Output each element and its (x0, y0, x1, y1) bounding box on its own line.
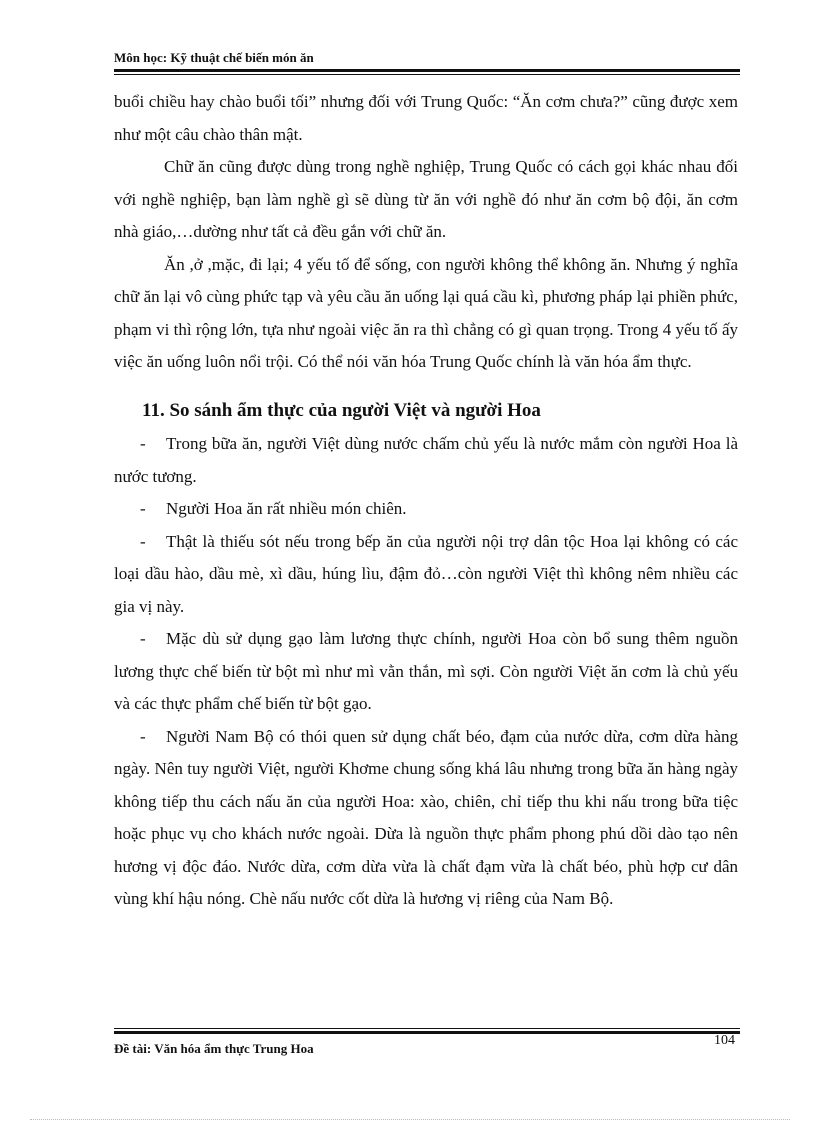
footer-rule-thick (114, 1031, 740, 1034)
paragraph: buổi chiều hay chào buổi tối” nhưng đối với Trung Quốc: “Ăn cơm chưa?” cũng được xem như một câu chào thân mật. (114, 92, 738, 144)
bullet-dash: - (140, 499, 146, 518)
bullet-text: Thật là thiếu sót nếu trong bếp ăn của người nội trợ dân tộc Hoa lại không có các loại dầu hào, dầu mè, xì dầu, húng lìu, đậm đỏ…còn người Việt thì không nêm nhiều các gia vị này. (114, 531, 738, 616)
header-rule-thick (114, 69, 740, 72)
bullet-text: Người Hoa ăn rất nhiều món chiên. (166, 499, 407, 518)
footer-rule-thin (114, 1028, 740, 1029)
bullet-dash: - (140, 726, 146, 746)
header-rule-thin (114, 74, 740, 75)
running-header: Môn học: Kỹ thuật chế biến món ăn (114, 50, 314, 65)
section-heading: 11. So sánh ẩm thực của người Việt và người Hoa (142, 399, 541, 421)
bullet-dash: - (140, 434, 146, 453)
bullet-dash: - (140, 629, 146, 648)
paragraph: Ăn ,ở ,mặc, đi lại; 4 yếu tố để sống, con người không thể không ăn. Nhưng ý nghĩa chữ ăn lại vô cùng phức tạp và yêu cầu ăn uống lại quá cầu kì, phương pháp lại phiền phức, phạm vi thì rộng lớn, tựa như ngoài việc ăn ra thì chẳng có gì quan trọng. Trong 4 yếu tố ấy việc ăn uống luôn nổi trội. Có thể nói văn hóa Trung Quốc chính là văn hóa ẩm thực. (114, 254, 738, 371)
bullet-item (114, 428, 738, 493)
bullet-item (114, 526, 738, 624)
page-body (114, 86, 738, 916)
bullet-text: Người Nam Bộ có thói quen sử dụng chất béo, đạm của nước dừa, cơm dừa hàng ngày. Nên tuy người Việt, người Khơme chung sống khá lâu nhưng trong bữa ăn hàng ngày không tiếp thu cách nấu ăn của người Hoa: xào, chiên, chỉ tiếp thu khi nấu trong bữa tiệc hoặc phục vụ cho khách nước ngoài. Dừa là nguồn thực phẩm phong phú dồi dào tạo nên hương vị độc đáo. Nước dừa, cơm dừa vừa là chất đạm vừa là chất béo, phù hợp cư dân vùng khí hậu nóng. Chè nấu nước cốt dừa là hương vị riêng của Nam Bộ. (114, 726, 738, 908)
page-bottom-border (30, 1119, 790, 1120)
page-number: 104 (714, 1033, 735, 1048)
bullet-text: Trong bữa ăn, người Việt dùng nước chấm chủ yếu là nước mắm còn người Hoa là nước tương. (114, 434, 738, 486)
paragraph: Chữ ăn cũng được dùng trong nghề nghiệp, Trung Quốc có cách gọi khác nhau đối với nghề nghiệp, bạn làm nghề gì sẽ dùng từ ăn với nghề đó như ăn cơm bộ đội, ăn cơm nhà giáo,…dường như tất cả đều gắn với chữ ăn. (114, 157, 738, 241)
running-footer: Đề tài: Văn hóa ẩm thực Trung Hoa (114, 1041, 314, 1056)
bullet-dash: - (140, 531, 146, 551)
bullet-item (114, 493, 738, 526)
bullet-item (114, 623, 738, 721)
bullet-text: Mặc dù sử dụng gạo làm lương thực chính, người Hoa còn bổ sung thêm nguồn lương thực chế biến từ bột mì như mì vằn thắn, mì sợi. Còn người Việt ăn cơm là chủ yếu và các thực phẩm chế biến từ bột gạo. (114, 629, 738, 713)
bullet-item (114, 721, 738, 916)
